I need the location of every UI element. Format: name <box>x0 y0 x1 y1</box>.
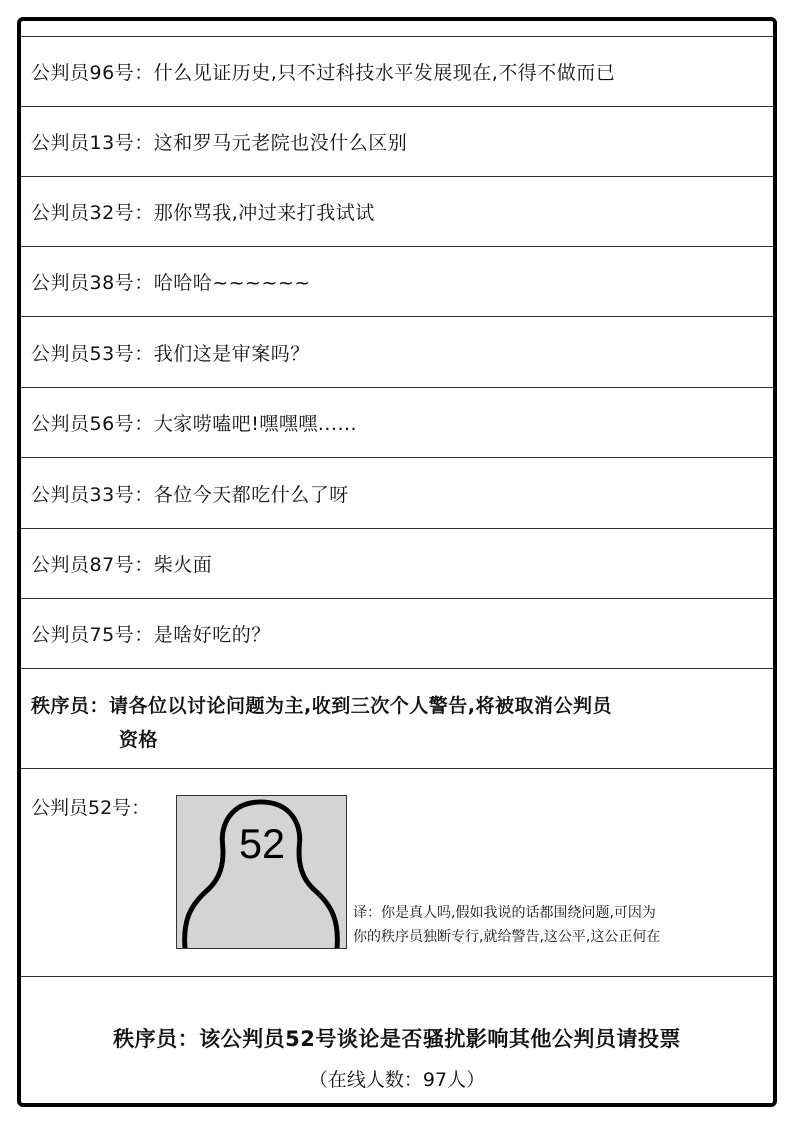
translation-line2: 你的秩序员独断专行,就给警告,这公平,这公正何在 <box>353 929 661 945</box>
speaker-label: 公判员52号： <box>31 797 151 819</box>
translation-line1: 译：你是真人吗,假如我说的话都围绕问题,可因为 <box>353 905 656 921</box>
message-text: 哈哈哈~~~~~~ <box>153 272 311 294</box>
message-text: 什么见证历史,只不过科技水平发展现在,不得不做而已 <box>153 62 616 84</box>
speaker-label: 公判员75号 <box>31 624 135 646</box>
speaker-label: 公判员13号 <box>31 132 135 154</box>
speaker-label: 公判员96号 <box>31 62 135 84</box>
speaker-label: 公判员32号 <box>31 202 135 224</box>
message-text: 各位今天都吃什么了呀 <box>153 483 349 506</box>
chat-message: 公判员38号 ： 哈哈哈~~~~~~ <box>21 247 773 317</box>
speaker-label: 公判员53号 <box>31 342 135 365</box>
speaker-label: 公判员56号 <box>31 413 135 435</box>
warning-text-line2: 资格 <box>119 729 159 751</box>
online-count: （在线人数：97人） <box>308 1069 486 1091</box>
translation-note <box>353 901 660 949</box>
chat-frame <box>17 17 777 1107</box>
juror52-message <box>21 769 773 977</box>
speaker-label: 公判员33号 <box>31 483 135 506</box>
silhouette-icon <box>177 796 346 948</box>
speaker-label: 公判员87号 <box>31 554 135 576</box>
message-text: 那你骂我,冲过来打我试试 <box>153 202 375 224</box>
speaker-label: 公判员38号 <box>31 272 135 294</box>
message-text: 这和罗马元老院也没什么区别 <box>153 132 408 154</box>
portrait-number: 52 <box>238 820 286 868</box>
moderator-warning: 秩序员：请各位以讨论问题为主,收到三次个人警告,将被取消公判员 资格 <box>21 669 773 769</box>
chat-message: 公判员13号 ： 这和罗马元老院也没什么区别 <box>21 107 773 177</box>
speaker-label: 秩序员 <box>31 695 90 717</box>
silhouette-portrait <box>176 795 347 949</box>
chat-message: 公判员75号 ： 是啥好吃的？ <box>21 599 773 669</box>
chat-message: 公判员96号 ： 什么见证历史,只不过科技水平发展现在,不得不做而已 <box>21 37 773 107</box>
warning-text-line1: 请各位以讨论问题为主,收到三次个人警告,将被取消公判员 <box>109 695 612 717</box>
message-text: 柴火面 <box>153 554 213 576</box>
message-text: 我们这是审案吗？ <box>153 342 310 365</box>
chat-message: 公判员32号 ： 那你骂我,冲过来打我试试 <box>21 177 773 247</box>
chat-message: 公判员33号 ： 各位今天都吃什么了呀 <box>21 458 773 529</box>
message-text: 是啥好吃的？ <box>153 624 271 646</box>
chat-message: 公判员53号 ： 我们这是审案吗？ <box>21 317 773 388</box>
chat-message: 公判员56号 ： 大家唠嗑吧!嘿嘿嘿...... <box>21 388 773 458</box>
vote-announcement: 秩序员：该公判员52号谈论是否骚扰影响其他公判员请投票 <box>113 1027 681 1051</box>
chat-message: 公判员87号 ： 柴火面 <box>21 529 773 599</box>
message-text: 大家唠嗑吧!嘿嘿嘿...... <box>153 413 358 435</box>
row-divider-top <box>21 21 773 37</box>
